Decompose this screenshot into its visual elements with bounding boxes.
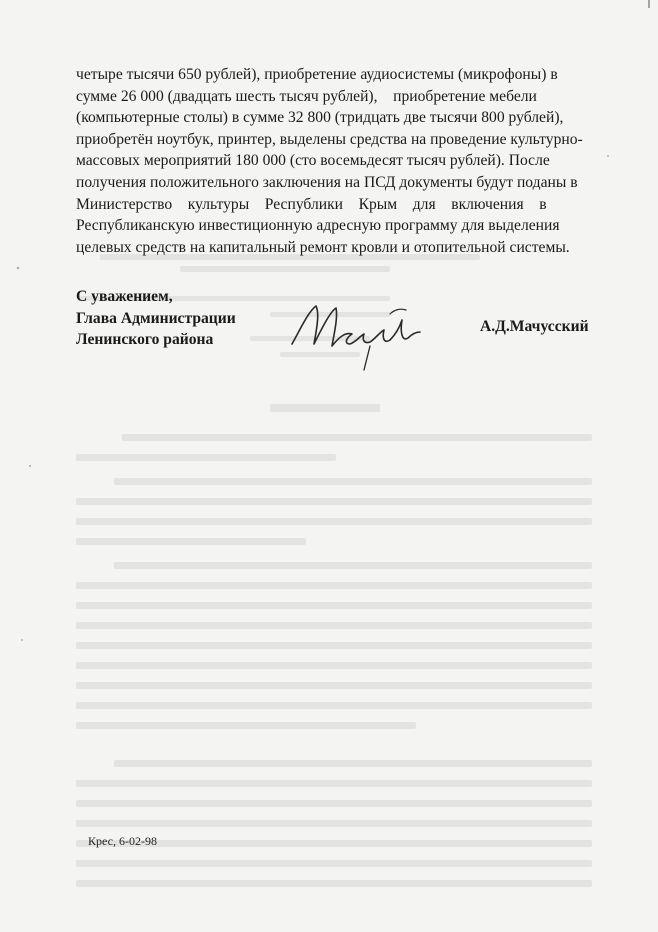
body-line: получения положительного заключения на ПСД документы будут поданы в [76, 173, 578, 191]
closing-salutation: С уважением, [76, 288, 173, 305]
signer-name: А.Д.Мачусский [480, 318, 589, 335]
body-line: (компьютерные столы) в сумме 32 800 (тридцать две тысячи 800 рублей), [76, 109, 564, 127]
body-line: Республиканскую инвестиционную адресную программу для выделения [76, 217, 560, 235]
closing-position: Глава Администрации [76, 309, 236, 327]
body-line: Министерство культуры Республики Крым для включения в [76, 195, 547, 213]
corner-tick-mark [644, 0, 654, 10]
letter-body [76, 64, 600, 258]
body-line: массовых мероприятий 180 000 (сто восемьдесят тысяч рублей). После [76, 152, 550, 170]
body-line: четыре тысячи 650 рублей), приобретение аудиосистемы (микрофоны) в [76, 66, 558, 83]
body-line: приобретён ноутбук, принтер, выделены средства на проведение культурно- [76, 130, 583, 148]
closing-block [76, 286, 236, 351]
closing-organization: Ленинского района [76, 331, 214, 348]
body-line: целевых средств на капитальный ремонт кровли и отопительной системы. [76, 238, 570, 256]
footer-note: Крес, 6-02-98 [88, 834, 157, 848]
body-line: сумме 26 000 (двадцать шесть тысяч рублей), приобретение мебели [76, 87, 537, 105]
handwritten-signature [286, 292, 426, 376]
